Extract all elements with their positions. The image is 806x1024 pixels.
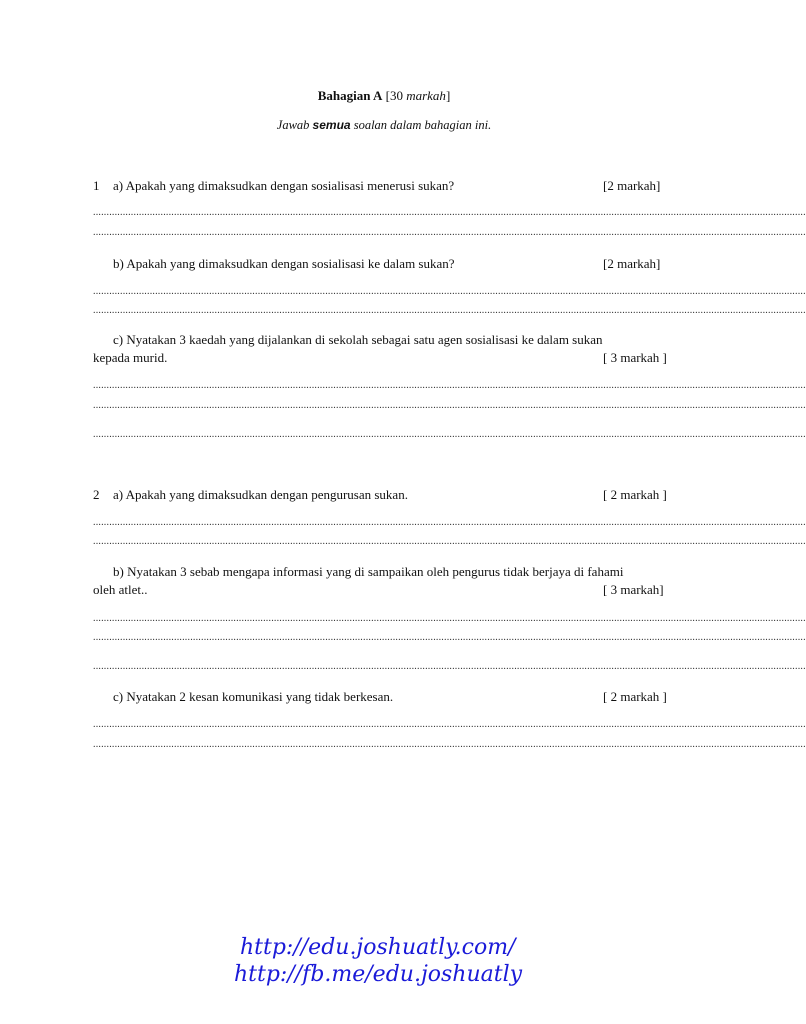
answer-line[interactable]: ........................................................................................................................................................................................................................................................................: [93, 429, 806, 440]
q2-number: 2: [93, 487, 100, 502]
instruction-post: soalan dalam bahagian ini.: [350, 118, 492, 132]
q2a-text: a) Apakah yang dimaksudkan dengan pengurusan sukan.: [113, 487, 408, 502]
footer-link-facebook[interactable]: http://fb.me/edu.joshuatly: [234, 962, 523, 987]
answer-line[interactable]: ........................................................................................................................................................................................................................................................................: [93, 613, 806, 624]
answer-line[interactable]: ........................................................................................................................................................................................................................................................................: [93, 227, 806, 238]
answer-line[interactable]: ........................................................................................................................................................................................................................................................................: [93, 286, 806, 297]
q2a-marks: [ 2 markah ]: [603, 487, 667, 502]
section-marks-open: [30: [382, 88, 407, 103]
answer-line[interactable]: ........................................................................................................................................................................................................................................................................: [93, 305, 806, 316]
q2c-marks: [ 2 markah ]: [603, 689, 667, 704]
section-title: [0, 88, 768, 104]
answer-line[interactable]: ........................................................................................................................................................................................................................................................................: [93, 207, 806, 218]
q1b-marks: [2 markah]: [603, 256, 661, 271]
answer-line[interactable]: ........................................................................................................................................................................................................................................................................: [93, 739, 806, 750]
answer-line[interactable]: ........................................................................................................................................................................................................................................................................: [93, 400, 806, 411]
answer-line[interactable]: ........................................................................................................................................................................................................................................................................: [93, 719, 806, 730]
answer-line[interactable]: ........................................................................................................................................................................................................................................................................: [93, 517, 806, 528]
section-marks-close: ]: [445, 88, 451, 103]
footer-link-website[interactable]: http://edu.joshuatly.com/: [240, 935, 516, 960]
section-label: Bahagian A: [317, 88, 383, 103]
q1a-marks: [2 markah]: [603, 178, 661, 193]
q1b-text: b) Apakah yang dimaksudkan dengan sosialisasi ke dalam sukan?: [113, 256, 455, 271]
instruction-emphasis: semua: [312, 118, 351, 132]
answer-line[interactable]: ........................................................................................................................................................................................................................................................................: [93, 661, 806, 672]
instruction-pre: Jawab: [276, 118, 313, 132]
q1c-marks: [ 3 markah ]: [603, 350, 667, 365]
answer-line[interactable]: ........................................................................................................................................................................................................................................................................: [93, 632, 806, 643]
q2b-text-line2: oleh atlet..: [93, 582, 148, 597]
answer-line[interactable]: ........................................................................................................................................................................................................................................................................: [93, 536, 806, 547]
answer-line[interactable]: ........................................................................................................................................................................................................................................................................: [93, 380, 806, 391]
q2b-marks: [ 3 markah]: [603, 582, 664, 597]
section-marks-word: markah: [406, 88, 446, 103]
q2b-text-line1: b) Nyatakan 3 sebab mengapa informasi yang di sampaikan oleh pengurus tidak berjaya di fahami: [113, 564, 624, 579]
q2c-text: c) Nyatakan 2 kesan komunikasi yang tidak berkesan.: [113, 689, 394, 704]
q1-number: 1: [93, 178, 100, 193]
q1c-text-line1: c) Nyatakan 3 kaedah yang dijalankan di sekolah sebagai satu agen sosialisasi ke dalam sukan: [113, 332, 603, 347]
q1a-text: a) Apakah yang dimaksudkan dengan sosialisasi menerusi sukan?: [113, 178, 455, 193]
instruction: [0, 118, 768, 133]
q1c-text-line2: kepada murid.: [93, 350, 168, 365]
